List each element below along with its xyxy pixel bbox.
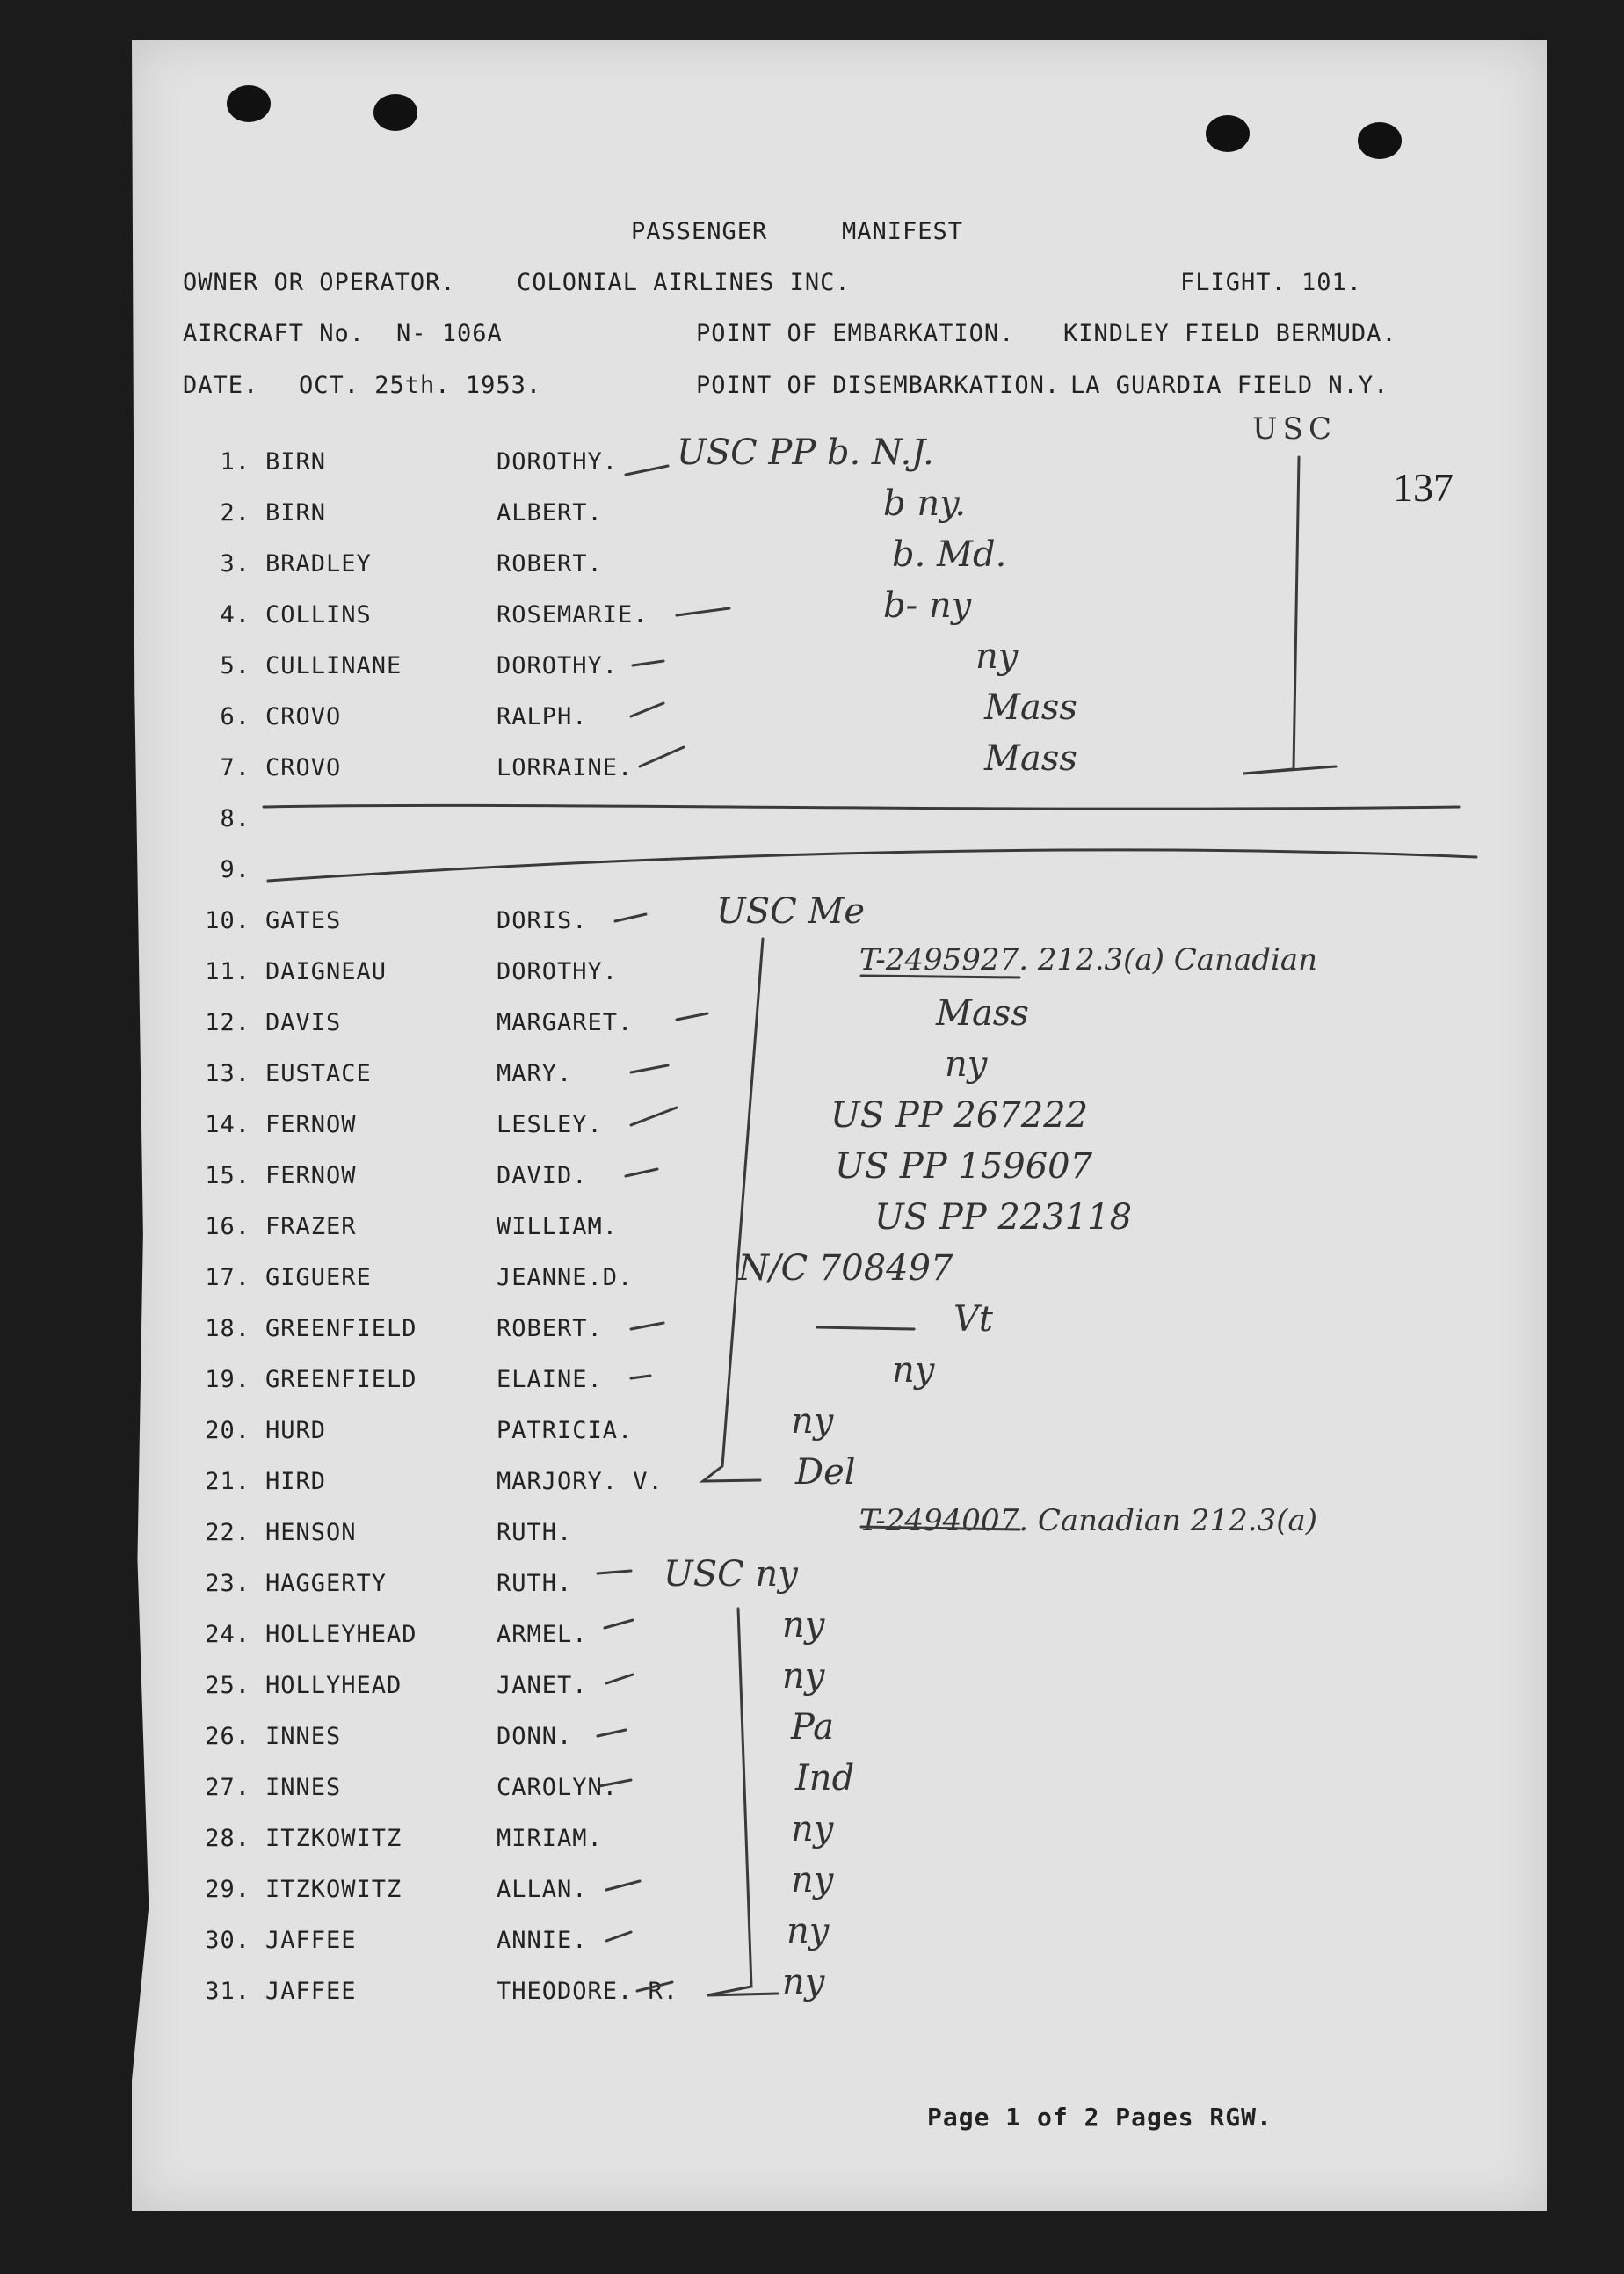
passenger-number: 20. [205,1417,250,1444]
passenger-last-name: CULLINANE [265,652,402,679]
passenger-last-name: FERNOW [265,1111,357,1138]
handwritten-note: Mass [984,738,1077,779]
passenger-last-name: HOLLYHEAD [265,1672,402,1699]
flight-number: FLIGHT. 101. [1180,269,1363,296]
passenger-number: 6. [220,703,250,730]
passenger-first-name: WILLIAM. [497,1213,619,1240]
usc-side-note: USC [1252,411,1337,447]
passenger-first-name: ANNIE. [497,1927,588,1954]
passenger-first-name: JANET. [497,1672,588,1699]
passenger-last-name: HENSON [265,1519,357,1546]
passenger-first-name: DOROTHY. [497,958,619,985]
owner-label: OWNER OR OPERATOR. [183,269,456,296]
passenger-last-name: FERNOW [265,1162,357,1189]
passenger-number: 23. [205,1570,250,1597]
passenger-first-name: MARGARET. [497,1009,634,1036]
handwritten-note: T-2495927. 212.3(a) Canadian [859,942,1318,977]
passenger-number: 3. [220,550,250,578]
passenger-last-name: JAFFEE [265,1978,357,2005]
passenger-first-name: DORIS. [497,907,588,934]
passenger-last-name: DAVIS [265,1009,342,1036]
passenger-last-name: INNES [265,1723,342,1750]
passenger-number: 18. [205,1315,250,1342]
passenger-first-name: LORRAINE. [497,754,634,781]
passenger-first-name: RALPH. [497,703,588,730]
handwritten-note: Del [795,1452,856,1493]
passenger-number: 21. [205,1468,250,1495]
passenger-last-name: GATES [265,907,342,934]
passenger-last-name: HOLLEYHEAD [265,1621,417,1648]
passenger-last-name: DAIGNEAU [265,958,388,985]
owner-value: COLONIAL AIRLINES INC. [517,269,851,296]
passenger-last-name: JAFFEE [265,1927,357,1954]
passenger-number: 31. [205,1978,250,2005]
passenger-last-name: INNES [265,1774,342,1801]
handwritten-note: N/C 708497 [738,1248,953,1289]
passenger-last-name: BIRN [265,499,327,527]
passenger-last-name: GREENFIELD [265,1366,417,1393]
passenger-number: 8. [220,805,250,832]
passenger-first-name: ALBERT. [497,499,603,527]
passenger-last-name: BIRN [265,448,327,476]
handwritten-note: Vt [953,1299,993,1340]
page-stamp-number: 137 [1393,465,1454,510]
handwritten-note: Pa [791,1707,834,1747]
handwritten-note: ny [787,1911,830,1951]
handwritten-note: ny [782,1962,825,2002]
passenger-last-name: COLLINS [265,601,372,628]
handwritten-note: ny [791,1860,834,1900]
manifest-title-left: PASSENGER [631,218,768,245]
passenger-number: 5. [220,652,250,679]
disembarkation-value: LA GUARDIA FIELD N.Y. [1070,372,1389,399]
embarkation-label: POINT OF EMBARKATION. [696,320,1015,347]
passenger-last-name: FRAZER [265,1213,357,1240]
handwritten-note: b ny. [883,483,967,524]
passenger-first-name: THEODORE. R. [497,1978,679,2005]
handwritten-note: T-2494007. Canadian 212.3(a) [859,1503,1318,1538]
passenger-first-name: PATRICIA. [497,1417,634,1444]
passenger-last-name: ITZKOWITZ [265,1876,402,1903]
passenger-number: 9. [220,856,250,883]
passenger-first-name: CAROLYN. [497,1774,619,1801]
aircraft-label: AIRCRAFT No. [183,320,366,347]
passenger-number: 22. [205,1519,250,1546]
passenger-number: 28. [205,1825,250,1852]
passenger-last-name: CROVO [265,703,342,730]
passenger-number: 12. [205,1009,250,1036]
handwritten-note: US PP 159607 [835,1146,1093,1187]
passenger-last-name: HAGGERTY [265,1570,388,1597]
passenger-first-name: JEANNE.D. [497,1264,634,1291]
page-footer: Page 1 of 2 Pages RGW. [927,2103,1272,2132]
handwritten-note: US PP 223118 [874,1197,1133,1238]
handwritten-note: ny [892,1350,935,1391]
aircraft-value: N- 106A [396,320,503,347]
passenger-last-name: HIRD [265,1468,327,1495]
passenger-first-name: RUTH. [497,1570,573,1597]
passenger-first-name: RUTH. [497,1519,573,1546]
passenger-number: 2. [220,499,250,527]
passenger-number: 13. [205,1060,250,1087]
passenger-last-name: BRADLEY [265,550,372,578]
passenger-last-name: GREENFIELD [265,1315,417,1342]
passenger-first-name: DOROTHY. [497,448,619,476]
passenger-first-name: ROSEMARIE. [497,601,649,628]
manifest-title-right: MANIFEST [842,218,964,245]
passenger-last-name: HURD [265,1417,327,1444]
passenger-number: 24. [205,1621,250,1648]
handwritten-note: Mass [936,993,1029,1034]
handwritten-note: b- ny [883,585,972,626]
passenger-first-name: LESLEY. [497,1111,603,1138]
passenger-last-name: EUSTACE [265,1060,372,1087]
passenger-number: 15. [205,1162,250,1189]
passenger-number: 19. [205,1366,250,1393]
handwritten-note: ny [791,1809,834,1849]
passenger-number: 7. [220,754,250,781]
passenger-number: 16. [205,1213,250,1240]
passenger-last-name: GIGUERE [265,1264,372,1291]
handwritten-note: US PP 267222 [830,1095,1089,1136]
passenger-first-name: DONN. [497,1723,573,1750]
passenger-first-name: ROBERT. [497,1315,603,1342]
passenger-number: 11. [205,958,250,985]
embarkation-value: KINDLEY FIELD BERMUDA. [1063,320,1397,347]
passenger-last-name: CROVO [265,754,342,781]
passenger-first-name: ROBERT. [497,550,603,578]
passenger-number: 14. [205,1111,250,1138]
passenger-number: 10. [205,907,250,934]
passenger-number: 25. [205,1672,250,1699]
handwritten-note: b. Md. [892,534,1007,575]
handwritten-note: Ind [795,1758,855,1798]
handwritten-note: USC ny [663,1554,798,1595]
handwritten-note: ny [791,1401,834,1442]
passenger-first-name: MARY. [497,1060,573,1087]
passenger-number: 4. [220,601,250,628]
handwritten-note: ny [782,1605,825,1646]
passenger-first-name: DOROTHY. [497,652,619,679]
passenger-first-name: ALLAN. [497,1876,588,1903]
passenger-number: 1. [220,448,250,476]
handwritten-note: Mass [984,687,1077,728]
passenger-number: 17. [205,1264,250,1291]
passenger-number: 26. [205,1723,250,1750]
passenger-last-name: ITZKOWITZ [265,1825,402,1852]
passenger-number: 27. [205,1774,250,1801]
passenger-first-name: MARJORY. V. [497,1468,663,1495]
passenger-first-name: ELAINE. [497,1366,603,1393]
date-label: DATE. [183,372,259,399]
disembarkation-label: POINT OF DISEMBARKATION. [696,372,1061,399]
passenger-first-name: ARMEL. [497,1621,588,1648]
handwritten-note: ny [945,1044,988,1085]
handwritten-note: USC PP b. N.J. [677,432,934,473]
date-value: OCT. 25th. 1953. [299,372,542,399]
handwritten-note: USC Me [716,891,866,932]
passenger-number: 29. [205,1876,250,1903]
handwritten-note: ny [975,636,1019,677]
passenger-first-name: MIRIAM. [497,1825,603,1852]
passenger-number: 30. [205,1927,250,1954]
passenger-first-name: DAVID. [497,1162,588,1189]
handwritten-note: ny [782,1656,825,1696]
